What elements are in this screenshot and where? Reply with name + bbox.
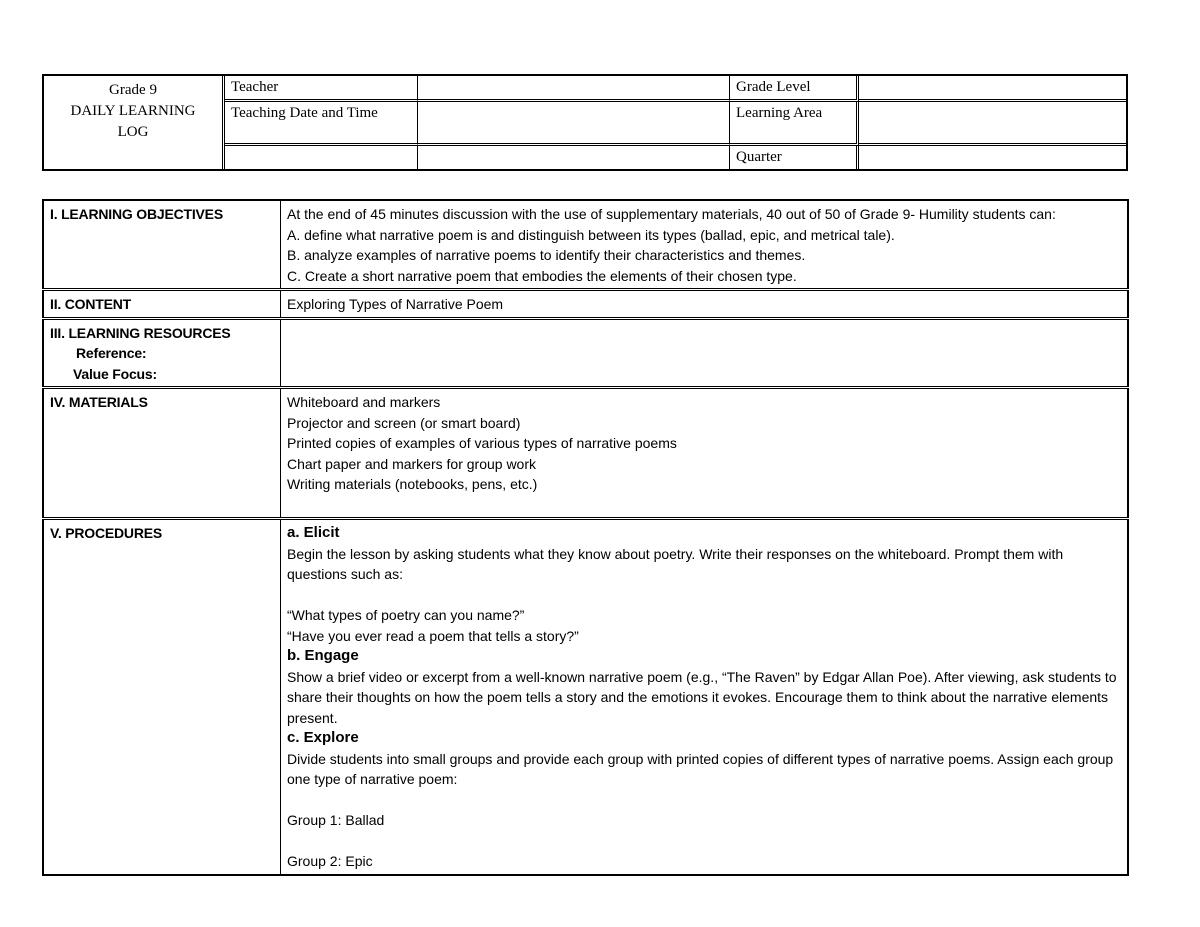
group-1: Group 1: Ballad bbox=[287, 812, 385, 828]
quarter-field[interactable] bbox=[859, 146, 1126, 169]
objective-a: A. define what narrative poem is and distinguish between its types (ballad, epic, and metrical tale). bbox=[287, 226, 895, 243]
resources-value bbox=[281, 318, 1129, 388]
content-value: Exploring Types of Narrative Poem bbox=[281, 290, 1129, 319]
elicit-question-1: “What types of poetry can you name?” bbox=[287, 607, 525, 623]
objective-c: C. Create a short narrative poem that embodies the elements of their chosen type. bbox=[287, 267, 797, 284]
quarter-label: Quarter bbox=[730, 146, 859, 169]
material-item: Whiteboard and markers bbox=[287, 394, 441, 410]
elicit-question-2: “Have you ever read a poem that tells a story?” bbox=[287, 627, 579, 644]
procedures-content bbox=[281, 519, 1129, 875]
teacher-field[interactable] bbox=[418, 76, 730, 102]
procedures-label: V. PROCEDURES bbox=[43, 519, 281, 875]
material-item: Projector and screen (or smart board) bbox=[287, 414, 521, 431]
spacer bbox=[287, 790, 1121, 811]
value-focus-label: Value Focus: bbox=[73, 365, 157, 382]
materials-list bbox=[281, 388, 1129, 519]
blank-value-cell bbox=[418, 146, 730, 169]
material-item: Printed copies of examples of various types of narrative poems bbox=[287, 435, 677, 451]
objectives-content bbox=[281, 200, 1129, 290]
title-daily-learning: DAILY LEARNING bbox=[70, 103, 196, 119]
engage-heading: b. Engage bbox=[287, 647, 359, 664]
title-grade: Grade 9 bbox=[109, 82, 157, 98]
content-row bbox=[43, 290, 1128, 319]
blank-label-cell bbox=[225, 146, 418, 169]
header-table bbox=[42, 74, 1128, 171]
teaching-date-label: Teaching Date and Time bbox=[225, 102, 418, 146]
objective-b: B. analyze examples of narrative poems to identify their characteristics and themes. bbox=[287, 247, 806, 263]
objectives-intro: At the end of 45 minutes discussion with the use of supplementary materials, 40 out of 50 of Grade 9- Humility students can: bbox=[287, 206, 1056, 222]
objectives-label: I. LEARNING OBJECTIVES bbox=[43, 200, 281, 290]
resources-row bbox=[43, 318, 1128, 388]
learning-area-field[interactable] bbox=[859, 102, 1126, 146]
material-item: Writing materials (notebooks, pens, etc.) bbox=[287, 476, 538, 492]
teacher-label: Teacher bbox=[225, 76, 418, 102]
procedures-row bbox=[43, 519, 1128, 875]
explore-text: Divide students into small groups and provide each group with printed copies of different types of narrative poems. Assign each group one type of narrative poem: bbox=[287, 750, 1114, 787]
lesson-plan-table bbox=[42, 199, 1129, 876]
learning-area-label: Learning Area bbox=[730, 102, 859, 146]
materials-label: IV. MATERIALS bbox=[43, 388, 281, 519]
elicit-heading: a. Elicit bbox=[287, 524, 340, 541]
grade-level-label: Grade Level bbox=[730, 76, 859, 102]
content-label: II. CONTENT bbox=[43, 290, 281, 319]
spacer bbox=[287, 831, 1121, 852]
resources-label: III. LEARNING RESOURCES bbox=[50, 324, 231, 341]
objectives-row bbox=[43, 200, 1128, 290]
elicit-text: Begin the lesson by asking students what they know about poetry. Write their responses on the whiteboard. Prompt them with questions such as: bbox=[287, 545, 1064, 582]
resources-label-cell bbox=[43, 318, 281, 388]
log-title bbox=[44, 76, 225, 169]
engage-text: Show a brief video or excerpt from a well-known narrative poem (e.g., “The Raven” by Edgar Allan Poe). After viewing, ask students to share their thoughts on how the poem tells a story and the emotions it evokes. Encourage them to think about the narrative elements present. bbox=[287, 668, 1117, 726]
spacer bbox=[287, 585, 1121, 606]
teaching-date-field[interactable] bbox=[418, 102, 730, 146]
grade-level-field[interactable] bbox=[859, 76, 1126, 102]
materials-row bbox=[43, 388, 1128, 519]
reference-label: Reference: bbox=[76, 345, 147, 361]
explore-heading: c. Explore bbox=[287, 729, 359, 746]
material-item: Chart paper and markers for group work bbox=[287, 455, 536, 472]
spacer bbox=[287, 495, 1121, 516]
title-log: LOG bbox=[117, 124, 149, 140]
group-2: Group 2: Epic bbox=[287, 853, 373, 869]
